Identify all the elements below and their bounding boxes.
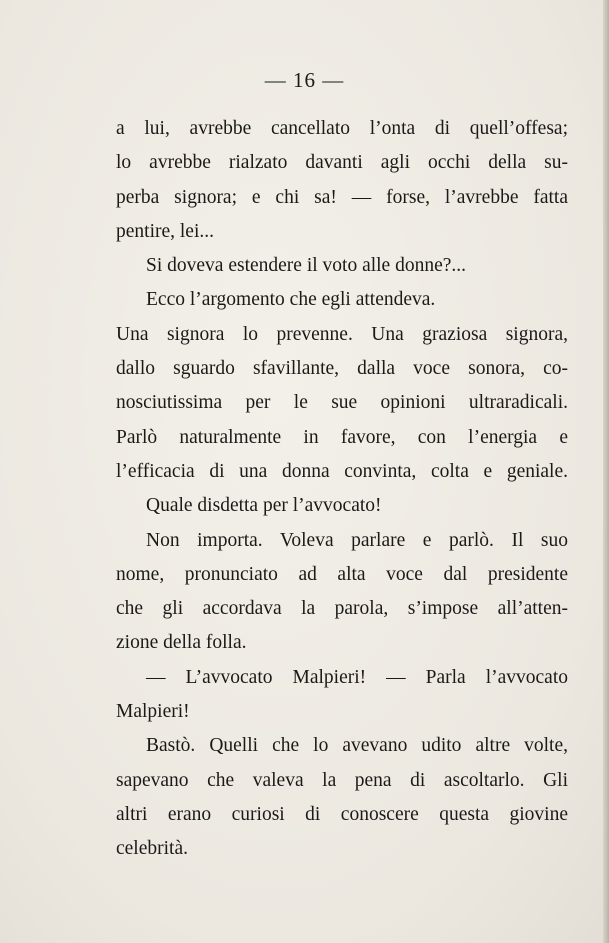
text-line: Bastò. Quelli che lo avevano udito altre volte, <box>146 735 568 757</box>
text-line: altri erano curiosi di conoscere questa giovine <box>116 803 568 825</box>
text-line: sapevano che valeva la pena di ascoltarlo. Gli <box>116 769 568 791</box>
text-line: lo avrebbe rialzato davanti agli occhi della su- <box>116 152 568 174</box>
text-line: pentire, lei... <box>116 220 215 242</box>
text-line: Non importa. Voleva parlare e parlò. Il suo <box>146 529 568 551</box>
text-line: l’efficacia di una donna convinta, colta e geniale. <box>116 460 568 482</box>
text-line: Ecco l’argomento che egli attendeva. <box>146 289 436 311</box>
text-line: Parlò naturalmente in favore, con l’energia e <box>116 426 568 448</box>
text-line: zione della folla. <box>116 632 247 654</box>
text-line: — L’avvocato Malpieri! — Parla l’avvocato <box>146 666 568 688</box>
text-line: nosciutissima per le sue opinioni ultraradicali. <box>116 392 568 414</box>
text-line: celebrità. <box>116 838 188 860</box>
text-line: perba signora; e chi sa! — forse, l’avrebbe fatta <box>116 186 568 208</box>
text-line: Quale disdetta per l’avvocato! <box>146 495 382 517</box>
text-line: Una signora lo prevenne. Una graziosa signora, <box>116 323 568 345</box>
text-line: nome, pronunciato ad alta voce dal presidente <box>116 563 568 585</box>
page-edge <box>603 0 609 943</box>
text-line: a lui, avrebbe cancellato l’onta di quell’offesa; <box>116 118 568 139</box>
text-line: dallo sguardo sfavillante, dalla voce sonora, co- <box>116 358 568 380</box>
text-line: Si doveva estendere il voto alle donne?... <box>146 255 467 277</box>
text-line: che gli accordava la parola, s’impose all’atten- <box>116 598 568 620</box>
body-text <box>116 112 568 867</box>
text-line: Malpieri! <box>116 701 190 723</box>
page-number: — 16 — <box>264 68 345 92</box>
